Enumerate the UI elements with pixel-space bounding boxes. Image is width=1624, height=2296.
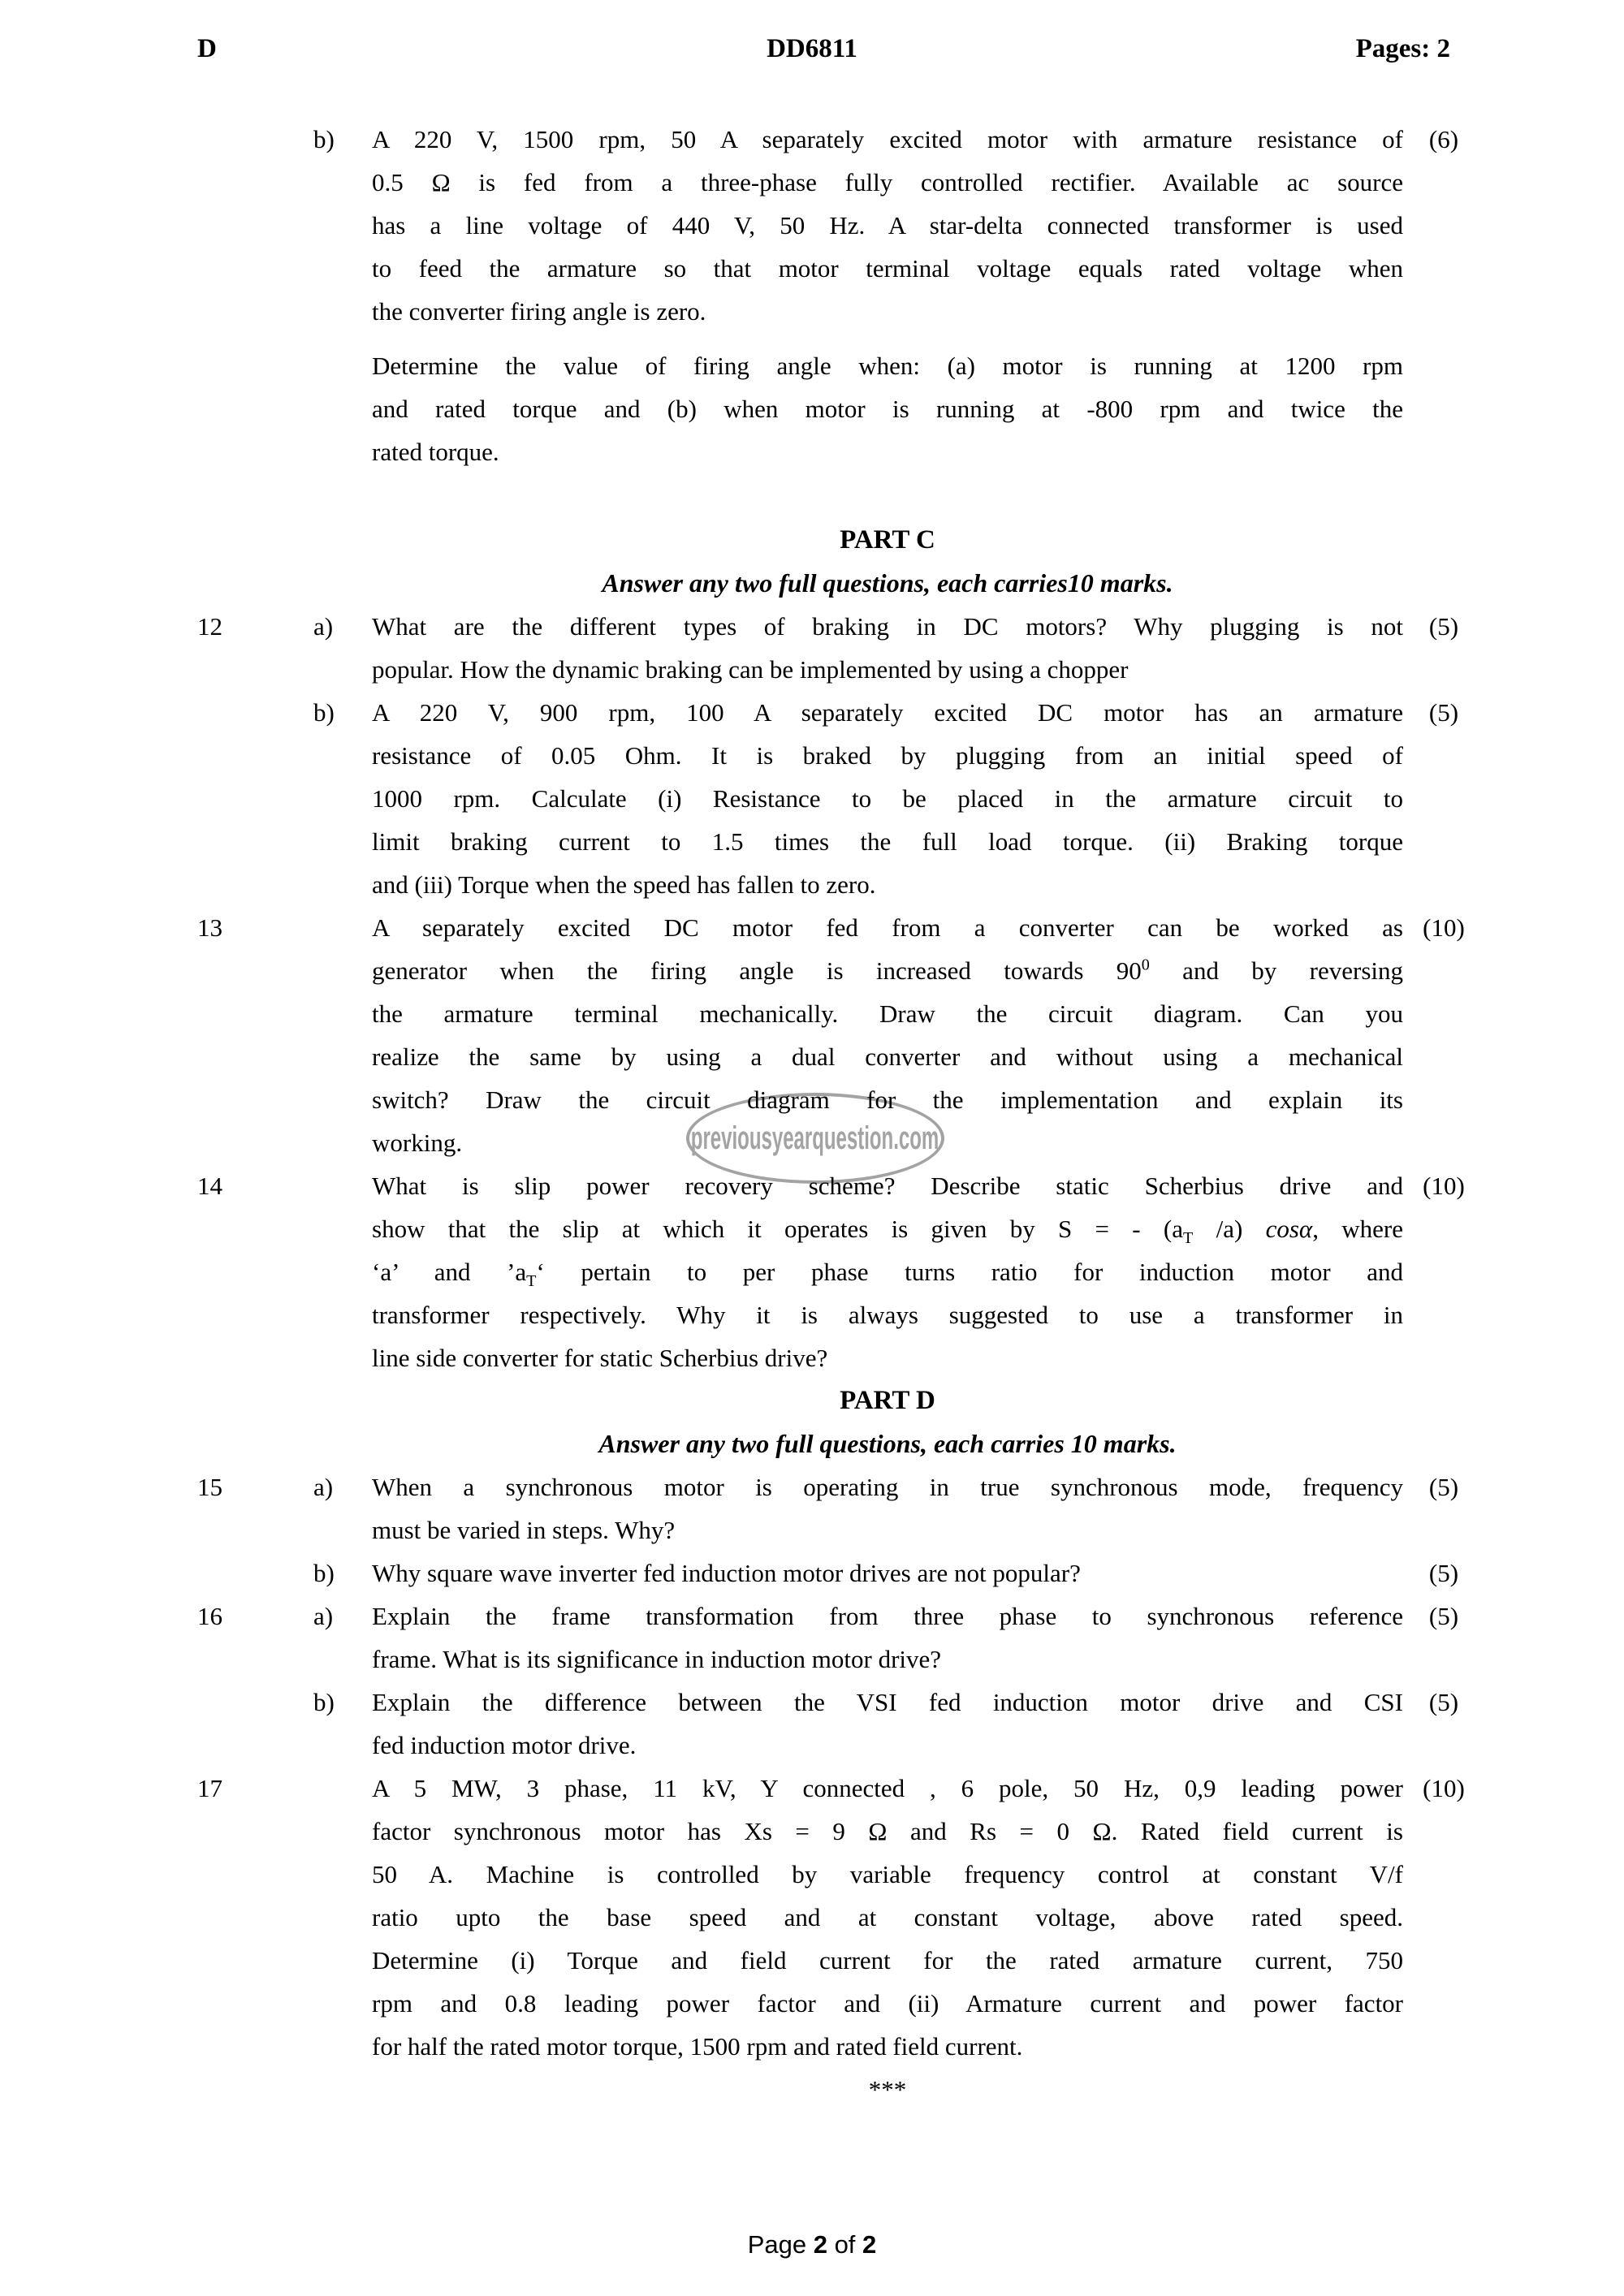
question-line: A 5 MW, 3 phase, 11 kV, Y connected , 6 pole, 50 Hz, 0,9 leading power <box>372 1774 1403 1802</box>
question-text <box>372 1164 1403 1379</box>
question-paragraph <box>372 1552 1403 1595</box>
question-text <box>372 1552 1403 1595</box>
question-text <box>372 906 1403 1164</box>
header-pages-label: Pages: 2 <box>1355 34 1450 63</box>
question-number: 14 <box>197 1172 222 1200</box>
question-marks: (10) <box>1423 913 1465 942</box>
question-line: What is slip power recovery scheme? Describe static Scherbius drive and <box>372 1172 1403 1200</box>
question-marks: (5) <box>1428 1559 1459 1587</box>
page-number-label: Page 2 of 2 <box>747 2230 877 2259</box>
question-line: working. <box>372 1129 463 1157</box>
questions-area <box>0 118 1624 2111</box>
question-line: Explain the difference between the VSI fed induction motor drive and CSI <box>372 1688 1403 1716</box>
question-marks: (10) <box>1423 1774 1465 1802</box>
question-number: 16 <box>197 1602 222 1630</box>
question-line: switch? Draw the circuit diagram for the implementation and explain its <box>372 1085 1403 1114</box>
question-letter: b) <box>313 125 335 153</box>
question-row <box>0 1595 1624 1681</box>
question-line: the converter firing angle is zero. <box>372 297 706 326</box>
italic-text: cosα <box>1265 1215 1313 1243</box>
subscript-text: T <box>1183 1229 1194 1248</box>
question-line: ‘a’ and $’a_T‘$ pertain to per phase turns ratio for induction motor and <box>372 1258 1404 1291</box>
question-number: 17 <box>197 1774 222 1802</box>
question-marks: (10) <box>1423 1172 1465 1200</box>
question-line: A 220 V, 1500 rpm, 50 A separately excited motor with armature resistance of <box>372 125 1403 153</box>
question-marks: (5) <box>1428 1602 1459 1630</box>
question-marks: (5) <box>1428 698 1459 727</box>
section-title: PART D <box>840 1386 935 1415</box>
question-line: A 220 V, 900 rpm, 100 A separately excited DC motor has an armature <box>372 698 1403 727</box>
question-line: 0.5 Ω is fed from a three-phase fully controlled rectifier. Available ac source <box>372 168 1403 196</box>
question-line: popular. How the dynamic braking can be implemented by using a chopper <box>372 655 1129 684</box>
question-line: When a synchronous motor is operating in true synchronous mode, frequency <box>372 1473 1403 1501</box>
question-paragraph <box>372 1767 1403 2068</box>
question-line: Why square wave inverter fed induction motor drives are not popular? <box>372 1559 1081 1587</box>
question-line: fed induction motor drive. <box>372 1731 637 1759</box>
question-line: for half the rated motor torque, 1500 rpm and rated field current. <box>372 2032 1023 2061</box>
bold-text: 2 <box>813 2230 827 2259</box>
question-paragraph <box>372 1164 1403 1379</box>
question-marks: (5) <box>1428 612 1459 641</box>
question-paragraph <box>372 1681 1403 1767</box>
question-marks: (5) <box>1428 1688 1459 1716</box>
question-row <box>0 906 1624 1164</box>
question-line: Determine (i) Torque and field current for the rated armature current, 750 <box>372 1946 1403 1974</box>
question-text <box>372 691 1403 906</box>
question-line: generator when the firing angle is increased towards $90^0$ and by reversing <box>372 956 1403 985</box>
subscript-text: T <box>526 1272 537 1291</box>
page-footer <box>0 2228 1624 2262</box>
question-line: rpm and 0.8 leading power factor and (ii) Armature current and power factor <box>372 1989 1403 2018</box>
question-number: 15 <box>197 1473 222 1501</box>
question-line: and rated torque and (b) when motor is running at -800 rpm and twice the <box>372 395 1403 423</box>
question-row <box>0 1465 1624 1552</box>
question-line: factor synchronous motor has Xs = 9 Ω and Rs = 0 Ω. Rated field current is <box>372 1817 1403 1845</box>
question-letter: a) <box>313 1602 334 1630</box>
section-heading-block <box>0 519 1624 605</box>
question-row <box>0 1164 1624 1379</box>
question-marks: (6) <box>1428 125 1459 153</box>
question-text <box>372 118 1403 473</box>
end-of-paper-mark: *** <box>868 2075 907 2104</box>
question-text <box>372 1767 1403 2068</box>
question-paragraph <box>372 1595 1403 1681</box>
question-line: What are the different types of braking in DC motors? Why plugging is not <box>372 612 1403 641</box>
question-paragraph <box>372 1465 1403 1552</box>
question-paragraph <box>372 906 1403 1164</box>
question-line: and (iii) Torque when the speed has fallen to zero. <box>372 870 876 899</box>
section-heading-block <box>0 1379 1624 1465</box>
question-line: line side converter for static Scherbius drive? <box>372 1344 828 1372</box>
section-subtitle: Answer any two full questions, each carries10 marks. <box>602 568 1173 598</box>
question-letter: a) <box>313 612 334 641</box>
question-row <box>0 1681 1624 1767</box>
bold-text: 2 <box>862 2230 877 2259</box>
superscript-text: 0 <box>1141 956 1150 974</box>
section-subtitle: Answer any two full questions, each carries 10 marks. <box>598 1429 1177 1458</box>
question-line: A separately excited DC motor fed from a converter can be worked as <box>372 913 1403 942</box>
question-line: the armature terminal mechanically. Draw the circuit diagram. Can you <box>372 999 1403 1028</box>
question-paragraph <box>372 118 1403 333</box>
question-line: Determine the value of firing angle when: (a) motor is running at 1200 rpm <box>372 352 1403 380</box>
header-version-code: D <box>197 34 217 63</box>
question-letter: b) <box>313 1559 335 1587</box>
question-line: transformer respectively. Why it is always suggested to use a transformer in <box>372 1301 1403 1329</box>
question-text <box>372 605 1403 691</box>
question-line: Explain the frame transformation from three phase to synchronous reference <box>372 1602 1403 1630</box>
question-line: frame. What is its significance in induction motor drive? <box>372 1645 942 1673</box>
question-line: must be varied in steps. Why? <box>372 1516 676 1544</box>
question-number: 13 <box>197 913 222 942</box>
question-line: show that the slip at which it operates is given by S = - ($a_T$ /a) cosα, where <box>372 1215 1403 1248</box>
question-row <box>0 1552 1624 1595</box>
question-line: 1000 rpm. Calculate (i) Resistance to be placed in the armature circuit to <box>372 784 1403 813</box>
question-number: 12 <box>197 612 222 641</box>
question-text <box>372 1465 1403 1552</box>
question-line: 50 A. Machine is controlled by variable frequency control at constant V/f <box>372 1860 1403 1888</box>
question-line: rated torque. <box>372 438 499 466</box>
question-row <box>0 605 1624 691</box>
question-letter: b) <box>313 698 335 727</box>
question-line: has a line voltage of 440 V, 50 Hz. A star-delta connected transformer is used <box>372 211 1403 240</box>
question-letter: a) <box>313 1473 334 1501</box>
section-title: PART C <box>840 525 935 555</box>
question-row <box>0 691 1624 906</box>
question-row <box>0 118 1624 473</box>
question-letter: b) <box>313 1688 335 1716</box>
question-paragraph <box>372 605 1403 691</box>
question-text <box>372 1595 1403 1681</box>
question-line: limit braking current to 1.5 times the full load torque. (ii) Braking torque <box>372 827 1403 856</box>
question-text <box>372 1681 1403 1767</box>
question-line: to feed the armature so that motor terminal voltage equals rated voltage when <box>372 254 1403 283</box>
question-paragraph <box>372 344 1403 473</box>
question-line: realize the same by using a dual converter and without using a mechanical <box>372 1042 1403 1071</box>
watermark-text: previousyearquestion.com <box>691 1120 939 1156</box>
question-marks: (5) <box>1428 1473 1459 1501</box>
question-line: ratio upto the base speed and at constant voltage, above rated speed. <box>372 1903 1403 1931</box>
question-paragraph <box>372 691 1403 906</box>
page-header <box>0 28 1624 71</box>
header-paper-code: DD6811 <box>767 34 857 63</box>
question-line: resistance of 0.05 Ohm. It is braked by plugging from an initial speed of <box>372 741 1403 770</box>
question-row <box>0 1767 1624 2068</box>
